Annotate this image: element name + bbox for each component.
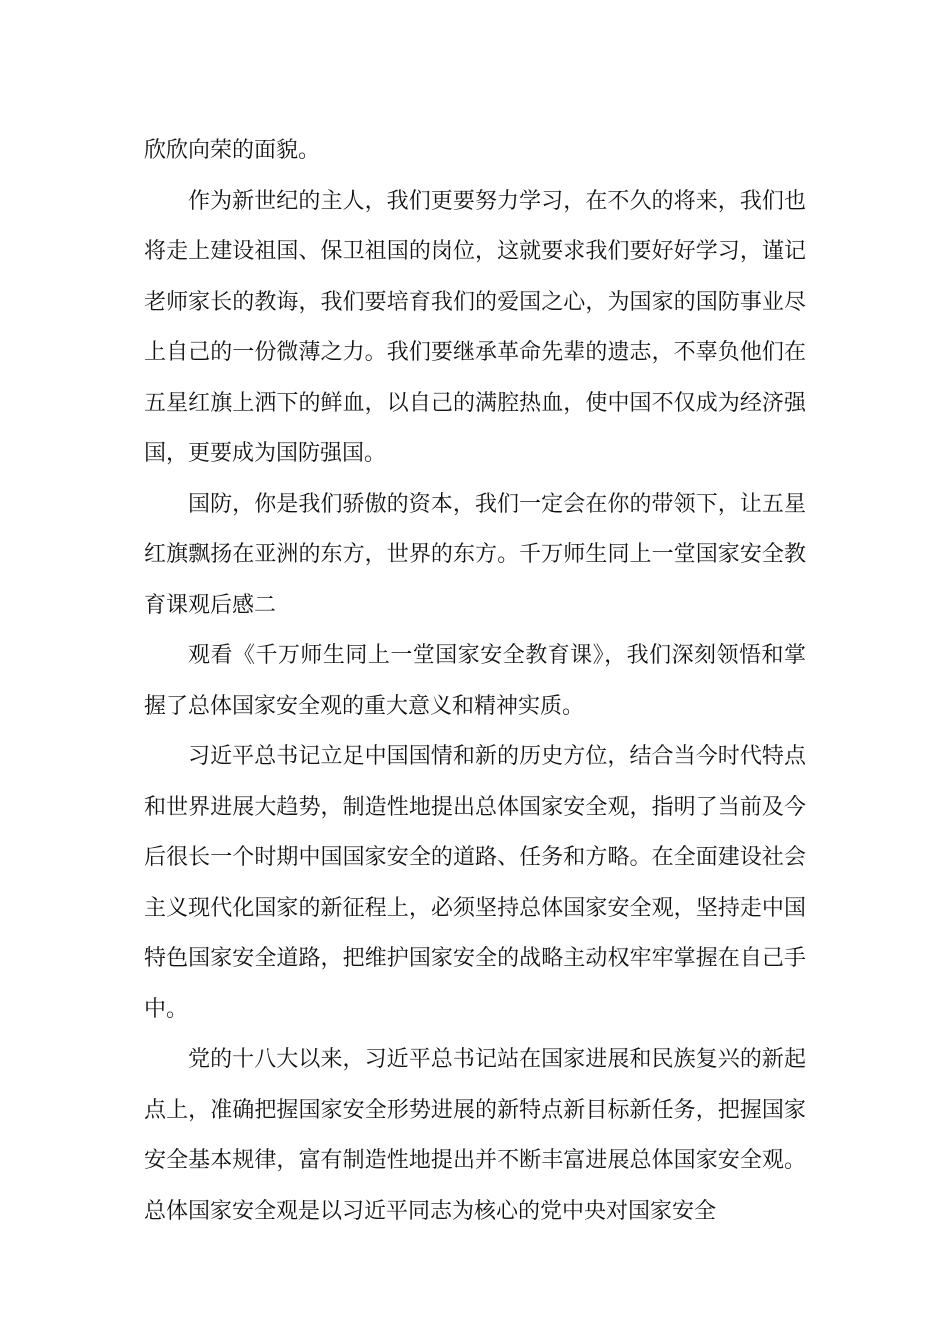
paragraph-1: 欣欣向荣的面貌。 (144, 138, 321, 163)
document-page (144, 126, 806, 1237)
paragraph-2: 作为新世纪的主人，我们更要努力学习，在不久的将来，我们也将走上建设祖国、保卫祖国的岗位，这就要求我们要好好学习，谨记老师家长的教诲，我们要培育我们的爱国之心，为国家的国防事业尽上自己的一份微薄之力。我们要继承革命先辈的遗志，不辜负他们在五星红旗上洒下的鲜血，以自己的满腔热血，使中国不仅成为经济强国，更要成为国防强国。 (144, 188, 806, 466)
paragraph-6: 党的十八大以来，习近平总书记站在国家进展和民族复兴的新起点上，准确把握国家安全形势进展的新特点新目标新任务，把握国家安全基本规律，富有制造性地提出并不断丰富进展总体国家安全观。总体国家安全观是以习近平同志为核心的党中央对国家安全 (144, 1047, 806, 1224)
paragraph-4: 观看《千万师生同上一堂国家安全教育课》，我们深刻领悟和掌握了总体国家安全观的重大意义和精神实质。 (144, 643, 806, 719)
paragraph-5: 习近平总书记立足中国国情和新的历史方位，结合当今时代特点和世界进展大趋势，制造性地提出总体国家安全观，指明了当前及今后很长一个时期中国国家安全的道路、任务和方略。在全面建设社会主义现代化国家的新征程上，必须坚持总体国家安全观，坚持走中国特色国家安全道路，把维护国家安全的战略主动权牢牢掌握在自己手中。 (144, 744, 806, 1022)
paragraph-3: 国防，你是我们骄傲的资本，我们一定会在你的带领下，让五星红旗飘扬在亚洲的东方，世界的东方。千万师生同上一堂国家安全教育课观后感二 (144, 491, 806, 618)
